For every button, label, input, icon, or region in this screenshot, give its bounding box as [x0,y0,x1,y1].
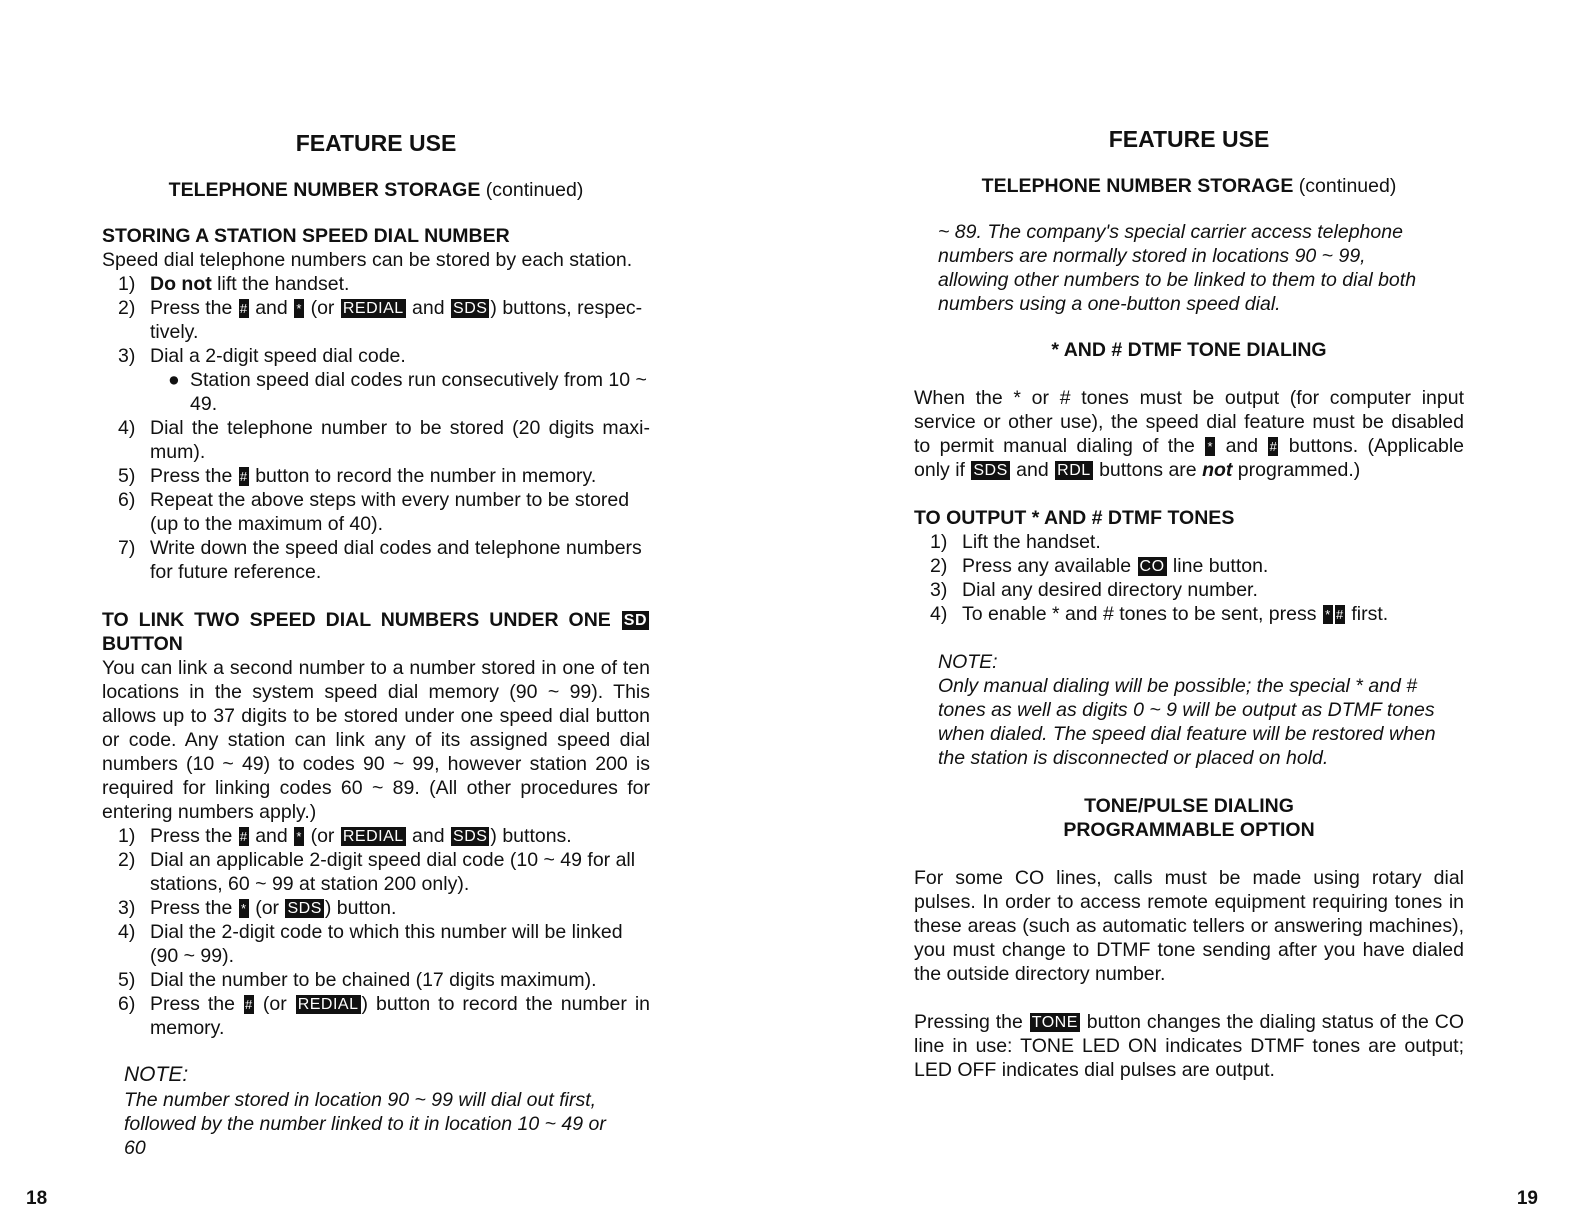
section-subtitle [914,174,1464,198]
step-number: 3) [118,345,136,367]
step-bold: Do not [150,273,212,295]
hash-key-icon: # [239,469,248,484]
co-key-icon: CO [1139,558,1165,575]
dtmf-body [914,386,1464,482]
step-text: Dial any desired directory number. [962,579,1258,601]
subtitle-rest: (continued) [1293,175,1397,197]
list-item [102,896,650,920]
step-text: Dial a 2-digit speed dial code. [150,345,406,367]
list-item [914,530,1464,554]
step-text: Press the [150,297,238,319]
tone-key-icon: TONE [1031,1014,1078,1031]
list-item [102,416,650,464]
step-text: first. [1345,603,1389,625]
step-text: (or [305,825,340,847]
step-text: and [406,825,451,847]
right-page [792,0,1582,1215]
step-number: 2) [118,849,136,871]
list-item [102,848,650,896]
output-heading: TO OUTPUT * AND # DTMF TONES [914,507,1235,529]
step-text: Dial an applicable 2-digit speed dial code (10 ~ 49 for all stations, 60 ~ 99 at station 200 only). [150,849,636,895]
step-number: 3) [118,897,136,919]
list-item [102,296,650,344]
storing-steps-continued [102,416,650,584]
step-text: ) buttons. [490,825,572,847]
storing-intro: Speed dial telephone numbers can be stored by each station. [102,249,633,271]
storing-steps [102,272,650,368]
sds-key-icon: SDS [453,828,488,845]
page-number: 18 [26,1188,48,1209]
sds-key-icon: SDS [453,300,488,317]
body-text: and [1010,459,1055,481]
step-text: Press the [150,465,238,487]
heading-text: TO LINK TWO SPEED DIAL NUMBERS UNDER ONE [102,609,621,631]
list-item [102,992,650,1040]
emphasis-text: not [1202,459,1233,481]
step-text: line button. [1167,555,1269,577]
step-text: (or [305,297,340,319]
redial-key-icon: REDIAL [342,828,404,845]
body-text: programmed.) [1232,459,1361,481]
step-text: button to record the number in memory. [249,465,597,487]
star-key-icon: * [1323,605,1333,624]
page-title: FEATURE USE [295,130,457,156]
step-number: 7) [118,537,136,559]
list-item [914,554,1464,578]
body-text: Pressing the [914,1011,1029,1033]
list-item [914,602,1464,626]
bullet-text: Station speed dial codes run consecutively from 10 ~ 49. [190,369,647,415]
hash-key-icon: # [1336,607,1344,622]
storing-heading: STORING A STATION SPEED DIAL NUMBER [102,225,510,247]
star-key-icon: * [239,899,249,918]
step-text: ) buttons, respec-tively. [150,297,643,343]
step-text: Dial the 2-digit code to which this number will be linked (90 ~ 99). [150,921,623,967]
step-text: and [249,297,294,319]
output-steps [914,530,1464,626]
left-page [0,0,790,1215]
step-number: 5) [118,969,136,991]
bullet-dot-icon: ● [168,369,180,391]
left-column [102,128,650,1160]
step-text: Press any available [962,555,1137,577]
list-item [102,464,650,488]
body-text: button changes the dialing status of the CO line in use: TONE LED ON indicates DTMF tones are output; LED OFF indicates dial pulses are output. [914,1011,1464,1081]
page-title: FEATURE USE [1108,126,1270,152]
step-text: Write down the speed dial codes and telephone numbers for future reference. [150,537,642,583]
step-text: and [249,825,294,847]
subtitle-bold: TELEPHONE NUMBER STORAGE [168,179,481,201]
list-item [102,344,650,368]
list-item [102,968,650,992]
hash-key-icon: # [239,301,248,316]
body-text: When the * or # tones must be output (for computer input service or other use), the speed dial feature must be disabled to permit manual dialing of the [914,387,1464,457]
sd-key-icon: SD [623,612,647,629]
step-number: 2) [930,555,948,577]
step-text: Repeat the above steps with every number to be stored (up to the maximum of 40). [150,489,630,535]
step-text: (or [254,993,295,1015]
hash-key-icon: # [239,829,248,844]
heading-text: BUTTON [102,633,183,655]
right-column [914,124,1464,1082]
step-number: 3) [930,579,948,601]
step-number: 6) [118,489,136,511]
hash-key-icon: # [245,997,253,1012]
step-text: lift the handset. [211,273,350,295]
step-text: (or [249,897,285,919]
step-number: 6) [118,993,136,1015]
sds-key-icon: SDS [287,900,322,917]
step-number: 1) [118,273,136,295]
link-steps [102,824,650,1040]
tone-para1: For some CO lines, calls must be made using rotary dial pulses. In order to access remote equipment requiring tones in these areas (such as automatic tellers or answering machines), you must change to DTMF tone sending after you have dialed the outside directory number. [914,867,1464,985]
note-label: NOTE: [938,651,998,673]
list-item [102,272,650,296]
step-number: 1) [118,825,136,847]
step-number: 2) [118,297,136,319]
tone-heading-line2: PROGRAMMABLE OPTION [1063,819,1315,841]
redial-key-icon: REDIAL [342,300,404,317]
step-text: Dial the telephone number to be stored (20 digits maxi-mum). [150,417,650,463]
step-number: 5) [118,465,136,487]
step-number: 4) [118,417,136,439]
note-body: The number stored in location 90 ~ 99 will dial out first, followed by the number linked to it in location 10 ~ 49 or 60 [124,1089,606,1159]
list-item [102,488,650,536]
link-heading [102,608,650,656]
step-text: ) button. [324,897,397,919]
step-text: Press the [150,897,238,919]
dtmf-heading: * AND # DTMF TONE DIALING [1051,339,1327,361]
step-text: Dial the number to be chained (17 digits maximum). [150,969,597,991]
note-label: NOTE: [124,1063,189,1086]
tone-heading-line1: TONE/PULSE DIALING [1084,795,1294,817]
step-text: Lift the handset. [962,531,1101,553]
subtitle-rest: (continued) [480,179,584,201]
body-text: buttons. (Applicable only if [914,435,1464,481]
body-text: buttons are [1093,459,1203,481]
star-key-icon: * [294,299,304,318]
step-text: Press the [150,993,243,1015]
list-item [102,824,650,848]
step-text: and [406,297,451,319]
hash-key-icon: # [1269,439,1278,454]
redial-key-icon: REDIAL [297,996,359,1013]
link-body: You can link a second number to a number stored in one of ten locations in the system speed dial memory (90 ~ 99). This allows up to 37 digits to be stored under one speed dial button or code. Any station can link any of its assigned speed dial numbers (10 ~ 49) to codes 90 ~ 99, however station 200 is required for linking codes 60 ~ 89. (All other procedures for entering numbers apply.) [102,657,650,823]
subtitle-bold: TELEPHONE NUMBER STORAGE [981,175,1294,197]
step-text: Press the [150,825,238,847]
section-subtitle [102,178,650,202]
step-number: 4) [118,921,136,943]
tone-para2 [914,1010,1464,1082]
step-text: ) button to record the number in memory. [150,993,650,1039]
note-continued: ~ 89. The company's special carrier access telephone numbers are normally stored in locations 90 ~ 99, allowing other numbers to be linked to them to dial both numbers using a one-button speed dial. [938,221,1417,315]
bullet-item [102,368,650,416]
note-body: Only manual dialing will be possible; the special * and # tones as well as digits 0 ~ 9 will be output as DTMF tones when dialed. The speed dial feature will be restored when the station is disconnected or placed on hold. [938,675,1436,769]
page-number: 19 [1516,1188,1538,1209]
list-item [102,536,650,584]
star-key-icon: * [294,827,304,846]
step-text: To enable * and # tones to be sent, press [962,603,1322,625]
list-item [914,578,1464,602]
step-number: 1) [930,531,948,553]
list-item [102,920,650,968]
rdl-key-icon: RDL [1057,462,1091,479]
sds-key-icon: SDS [973,462,1008,479]
step-number: 4) [930,603,948,625]
star-key-icon: * [1205,437,1215,456]
body-text: and [1216,435,1268,457]
